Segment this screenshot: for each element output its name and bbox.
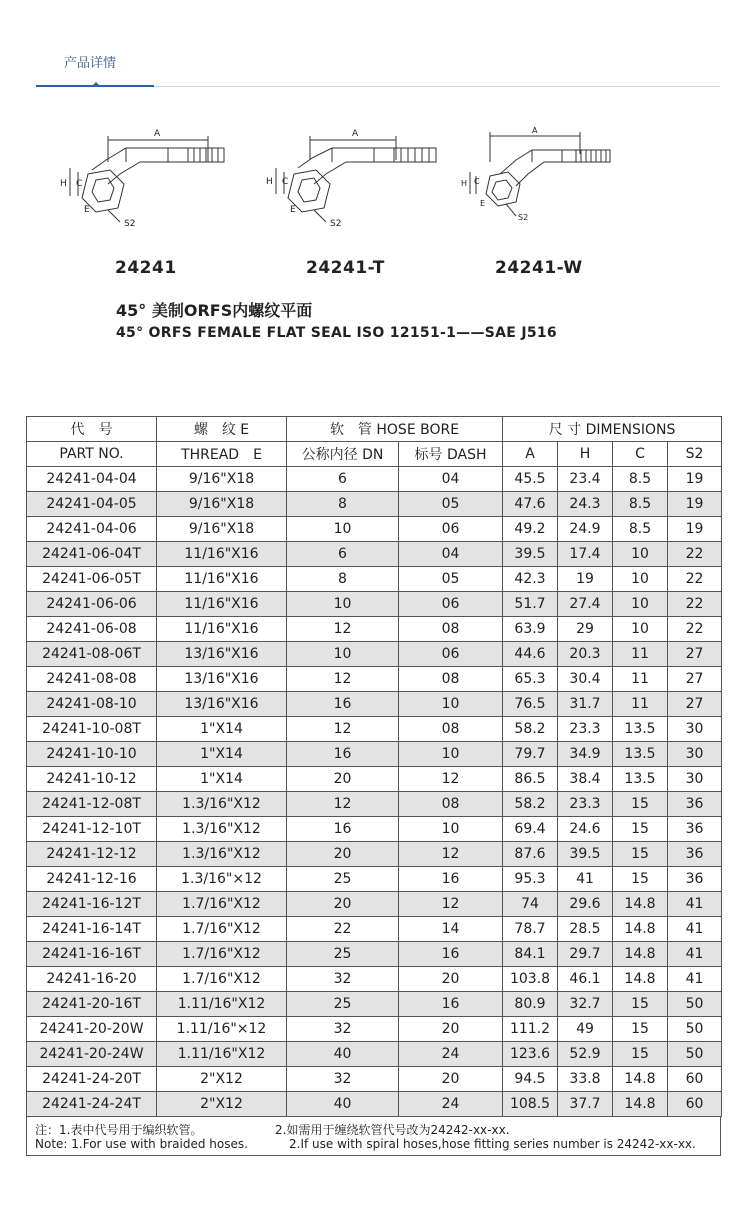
notes-box [26,1116,721,1156]
dn-cell: 25 [287,942,399,967]
a-cell: 47.6 [503,492,558,517]
h-cell: 20.3 [558,642,613,667]
dn-cell: 8 [287,492,399,517]
header-s2: S2 [668,442,722,467]
table-row [27,1092,722,1117]
part-no-cell: 24241-16-14T [27,917,157,942]
dim-label-h: H [461,179,468,188]
dim-label-h: H [60,179,67,189]
h-cell: 34.9 [558,742,613,767]
part-no-cell: 24241-16-16T [27,942,157,967]
s2-cell: 19 [668,517,722,542]
h-cell: 38.4 [558,767,613,792]
c-cell: 14.8 [613,892,668,917]
c-cell: 8.5 [613,517,668,542]
a-cell: 39.5 [503,542,558,567]
thread-cell: 1.11/16"×12 [157,1017,287,1042]
c-cell: 15 [613,992,668,1017]
part-no-cell: 24241-06-04T [27,542,157,567]
dash-cell: 24 [399,1042,503,1067]
s2-cell: 22 [668,617,722,642]
dn-cell: 8 [287,567,399,592]
s2-cell: 50 [668,992,722,1017]
a-cell: 58.2 [503,717,558,742]
dn-cell: 12 [287,792,399,817]
dn-cell: 10 [287,517,399,542]
h-cell: 52.9 [558,1042,613,1067]
tab-indicator-arrow [92,82,100,86]
thread-cell: 1.7/16"X12 [157,917,287,942]
table-row [27,992,722,1017]
dash-cell: 14 [399,917,503,942]
part-no-cell: 24241-12-12 [27,842,157,867]
c-cell: 11 [613,642,668,667]
dn-cell: 12 [287,667,399,692]
dash-cell: 06 [399,592,503,617]
table-row [27,967,722,992]
dash-cell: 08 [399,667,503,692]
dash-cell: 08 [399,717,503,742]
header-a: A [503,442,558,467]
dim-label-h: H [266,177,273,187]
part-no-cell: 24241-04-06 [27,517,157,542]
dash-cell: 04 [399,542,503,567]
thread-cell: 2"X12 [157,1067,287,1092]
dim-label-a: A [532,126,538,135]
a-cell: 94.5 [503,1067,558,1092]
dash-cell: 20 [399,1017,503,1042]
table-row [27,492,722,517]
dim-label-c: C [76,179,83,189]
h-cell: 23.3 [558,792,613,817]
s2-cell: 30 [668,767,722,792]
a-cell: 76.5 [503,692,558,717]
dn-cell: 6 [287,542,399,567]
table-row [27,567,722,592]
dim-label-e: E [84,205,90,215]
a-cell: 49.2 [503,517,558,542]
a-cell: 111.2 [503,1017,558,1042]
dn-cell: 10 [287,642,399,667]
thread-cell: 1"X14 [157,742,287,767]
dn-cell: 16 [287,742,399,767]
dn-cell: 12 [287,717,399,742]
part-no-cell: 24241-06-08 [27,617,157,642]
dn-cell: 20 [287,892,399,917]
thread-cell: 1"X14 [157,717,287,742]
h-cell: 46.1 [558,967,613,992]
dn-cell: 12 [287,617,399,642]
thread-cell: 1.11/16"X12 [157,992,287,1017]
thread-cell: 1.3/16"X12 [157,817,287,842]
thread-cell: 9/16"X18 [157,492,287,517]
a-cell: 45.5 [503,467,558,492]
dash-cell: 08 [399,792,503,817]
table-row [27,742,722,767]
c-cell: 8.5 [613,467,668,492]
table-row [27,1017,722,1042]
fitting-drawing-24241 [48,122,238,232]
dash-cell: 10 [399,692,503,717]
product-title-en: 45° ORFS FEMALE FLAT SEAL ISO 12151-1——SAE J516 [116,325,557,341]
h-cell: 24.9 [558,517,613,542]
table-row [27,817,722,842]
thread-cell: 1.3/16"X12 [157,792,287,817]
part-no-cell: 24241-20-20W [27,1017,157,1042]
thread-cell: 13/16"X16 [157,667,287,692]
table-row [27,617,722,642]
c-cell: 13.5 [613,742,668,767]
header-hose-bore: 软 管 HOSE BORE [287,417,503,442]
a-cell: 44.6 [503,642,558,667]
dim-label-s2: S2 [518,213,529,222]
h-cell: 32.7 [558,992,613,1017]
header-c: C [613,442,668,467]
s2-cell: 36 [668,867,722,892]
a-cell: 79.7 [503,742,558,767]
table-row [27,592,722,617]
a-cell: 69.4 [503,817,558,842]
a-cell: 78.7 [503,917,558,942]
h-cell: 29.7 [558,942,613,967]
a-cell: 103.8 [503,967,558,992]
part-no-cell: 24241-04-04 [27,467,157,492]
s2-cell: 19 [668,492,722,517]
part-no-cell: 24241-10-12 [27,767,157,792]
note-cn-1: 注：1.表中代号用于编织软管。 [35,1123,203,1137]
header-dimensions: 尺 寸 DIMENSIONS [503,417,722,442]
c-cell: 15 [613,1017,668,1042]
h-cell: 24.6 [558,817,613,842]
s2-cell: 50 [668,1017,722,1042]
thread-cell: 9/16"X18 [157,517,287,542]
c-cell: 8.5 [613,492,668,517]
part-no-cell: 24241-16-12T [27,892,157,917]
dash-cell: 12 [399,767,503,792]
model-label: 24241-W [495,258,583,278]
dash-cell: 20 [399,1067,503,1092]
dash-cell: 05 [399,492,503,517]
thread-cell: 1"X14 [157,767,287,792]
fitting-drawing-24241-t [256,122,446,232]
part-no-cell: 24241-24-24T [27,1092,157,1117]
a-cell: 63.9 [503,617,558,642]
table-row [27,667,722,692]
thread-cell: 9/16"X18 [157,467,287,492]
fitting-drawing-24241-w [450,122,640,232]
thread-cell: 13/16"X16 [157,642,287,667]
s2-cell: 60 [668,1092,722,1117]
c-cell: 14.8 [613,1067,668,1092]
dn-cell: 40 [287,1042,399,1067]
h-cell: 41 [558,867,613,892]
s2-cell: 41 [668,892,722,917]
s2-cell: 36 [668,842,722,867]
table-row [27,692,722,717]
c-cell: 15 [613,842,668,867]
part-no-cell: 24241-12-10T [27,817,157,842]
dim-label-s2: S2 [330,219,342,229]
s2-cell: 19 [668,467,722,492]
thread-cell: 1.3/16"×12 [157,867,287,892]
thread-cell: 11/16"X16 [157,592,287,617]
spec-table [26,416,722,1117]
tab-product-details[interactable]: 产品详情 [64,56,117,71]
a-cell: 95.3 [503,867,558,892]
part-no-cell: 24241-12-16 [27,867,157,892]
dn-cell: 6 [287,467,399,492]
header-part-no: PART NO. [27,442,157,467]
dn-cell: 32 [287,1067,399,1092]
thread-cell: 1.7/16"X12 [157,942,287,967]
h-cell: 23.3 [558,717,613,742]
h-cell: 37.7 [558,1092,613,1117]
c-cell: 10 [613,542,668,567]
header-code-cn: 代 号 [27,417,157,442]
thread-cell: 1.7/16"X12 [157,967,287,992]
part-no-cell: 24241-06-05T [27,567,157,592]
part-no-cell: 24241-10-10 [27,742,157,767]
table-row [27,792,722,817]
h-cell: 19 [558,567,613,592]
h-cell: 39.5 [558,842,613,867]
note-cn-2: 2.如需用于缠绕软管代号改为24242-xx-xx. [275,1123,510,1137]
s2-cell: 60 [668,1067,722,1092]
part-no-cell: 24241-24-20T [27,1067,157,1092]
c-cell: 11 [613,692,668,717]
h-cell: 30.4 [558,667,613,692]
h-cell: 23.4 [558,467,613,492]
c-cell: 13.5 [613,717,668,742]
dash-cell: 10 [399,817,503,842]
dn-cell: 32 [287,967,399,992]
thread-cell: 2"X12 [157,1092,287,1117]
c-cell: 15 [613,792,668,817]
dash-cell: 16 [399,992,503,1017]
c-cell: 15 [613,867,668,892]
s2-cell: 41 [668,917,722,942]
part-no-cell: 24241-10-08T [27,717,157,742]
dn-cell: 22 [287,917,399,942]
a-cell: 87.6 [503,842,558,867]
thread-cell: 1.11/16"X12 [157,1042,287,1067]
table-row [27,642,722,667]
dash-cell: 24 [399,1092,503,1117]
a-cell: 123.6 [503,1042,558,1067]
dim-label-a: A [154,129,161,139]
table-row [27,467,722,492]
dim-label-e: E [290,205,296,215]
s2-cell: 41 [668,942,722,967]
h-cell: 33.8 [558,1067,613,1092]
dim-label-c: C [282,177,289,187]
dn-cell: 20 [287,842,399,867]
s2-cell: 50 [668,1042,722,1067]
dn-cell: 25 [287,992,399,1017]
table-row [27,1067,722,1092]
h-cell: 24.3 [558,492,613,517]
s2-cell: 22 [668,542,722,567]
part-no-cell: 24241-20-16T [27,992,157,1017]
a-cell: 108.5 [503,1092,558,1117]
thread-cell: 11/16"X16 [157,567,287,592]
thread-cell: 1.3/16"X12 [157,842,287,867]
table-row [27,517,722,542]
s2-cell: 30 [668,717,722,742]
dn-cell: 20 [287,767,399,792]
c-cell: 15 [613,1042,668,1067]
dash-cell: 06 [399,642,503,667]
c-cell: 14.8 [613,967,668,992]
header-h: H [558,442,613,467]
c-cell: 10 [613,617,668,642]
s2-cell: 22 [668,592,722,617]
a-cell: 86.5 [503,767,558,792]
dim-label-s2: S2 [124,219,136,229]
s2-cell: 36 [668,792,722,817]
c-cell: 15 [613,817,668,842]
dn-cell: 25 [287,867,399,892]
model-label: 24241 [115,258,177,278]
part-no-cell: 24241-08-06T [27,642,157,667]
table-row [27,917,722,942]
a-cell: 84.1 [503,942,558,967]
part-no-cell: 24241-08-10 [27,692,157,717]
dash-cell: 04 [399,467,503,492]
dn-cell: 16 [287,692,399,717]
thread-cell: 11/16"X16 [157,542,287,567]
dash-cell: 06 [399,517,503,542]
h-cell: 28.5 [558,917,613,942]
s2-cell: 41 [668,967,722,992]
c-cell: 10 [613,592,668,617]
dim-label-a: A [352,129,359,139]
part-no-cell: 24241-04-05 [27,492,157,517]
model-label: 24241-T [306,258,385,278]
h-cell: 49 [558,1017,613,1042]
header-thread-en: THREAD E [157,442,287,467]
a-cell: 80.9 [503,992,558,1017]
table-row [27,1042,722,1067]
s2-cell: 27 [668,692,722,717]
c-cell: 11 [613,667,668,692]
table-row [27,767,722,792]
h-cell: 27.4 [558,592,613,617]
dim-label-c: C [474,177,480,186]
thread-cell: 13/16"X16 [157,692,287,717]
table-row [27,867,722,892]
s2-cell: 27 [668,667,722,692]
dash-cell: 10 [399,742,503,767]
part-no-cell: 24241-08-08 [27,667,157,692]
thread-cell: 1.7/16"X12 [157,892,287,917]
h-cell: 29 [558,617,613,642]
c-cell: 10 [613,567,668,592]
c-cell: 14.8 [613,1092,668,1117]
header-dn: 公称内径 DN [287,442,399,467]
c-cell: 14.8 [613,942,668,967]
c-cell: 13.5 [613,767,668,792]
dash-cell: 12 [399,842,503,867]
s2-cell: 36 [668,817,722,842]
thread-cell: 11/16"X16 [157,617,287,642]
table-row [27,542,722,567]
header-thread-cn: 螺 纹 E [157,417,287,442]
table-row [27,892,722,917]
part-no-cell: 24241-16-20 [27,967,157,992]
part-no-cell: 24241-12-08T [27,792,157,817]
a-cell: 51.7 [503,592,558,617]
dn-cell: 10 [287,592,399,617]
table-row [27,942,722,967]
dn-cell: 40 [287,1092,399,1117]
dim-label-e: E [480,199,486,208]
a-cell: 42.3 [503,567,558,592]
s2-cell: 22 [668,567,722,592]
a-cell: 74 [503,892,558,917]
h-cell: 31.7 [558,692,613,717]
h-cell: 17.4 [558,542,613,567]
note-en-2: 2.If use with spiral hoses,hose fitting series number is 24242-xx-xx. [289,1137,696,1151]
s2-cell: 30 [668,742,722,767]
dn-cell: 16 [287,817,399,842]
dash-cell: 08 [399,617,503,642]
dn-cell: 32 [287,1017,399,1042]
header-dash: 标号 DASH [399,442,503,467]
part-no-cell: 24241-06-06 [27,592,157,617]
table-row [27,717,722,742]
h-cell: 29.6 [558,892,613,917]
table-row [27,842,722,867]
dash-cell: 12 [399,892,503,917]
dash-cell: 16 [399,942,503,967]
dash-cell: 20 [399,967,503,992]
note-en-1: Note: 1.For use with braided hoses. [35,1137,248,1151]
part-no-cell: 24241-20-24W [27,1042,157,1067]
s2-cell: 27 [668,642,722,667]
a-cell: 58.2 [503,792,558,817]
dash-cell: 05 [399,567,503,592]
c-cell: 14.8 [613,917,668,942]
a-cell: 65.3 [503,667,558,692]
product-title-cn: 45° 美制ORFS内螺纹平面 [116,301,313,320]
dash-cell: 16 [399,867,503,892]
